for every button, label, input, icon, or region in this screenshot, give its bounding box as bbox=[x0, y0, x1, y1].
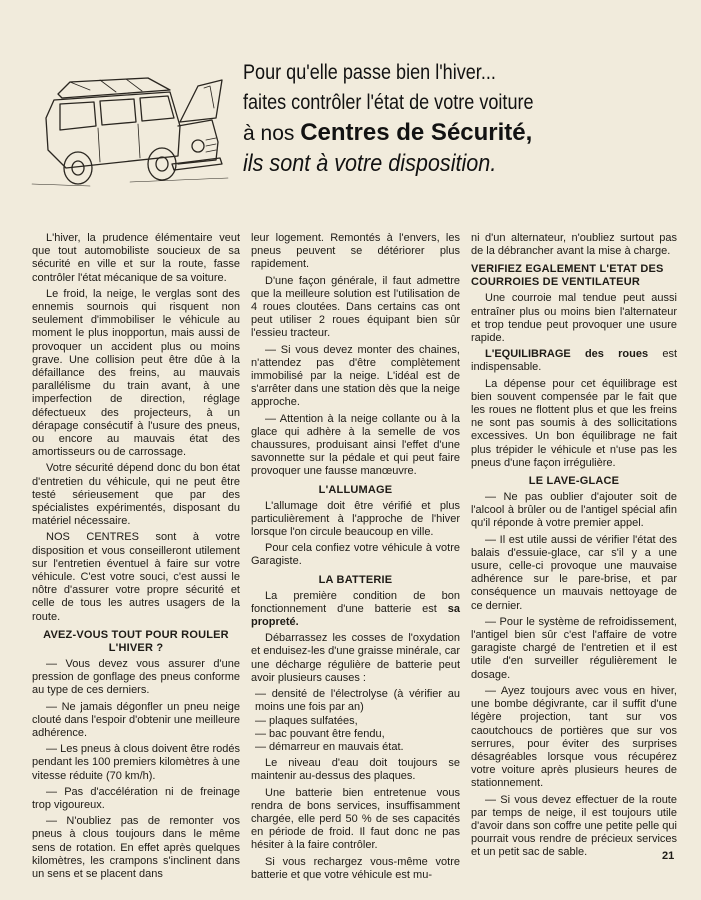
page-number: 21 bbox=[662, 850, 675, 862]
paragraph: D'une façon générale, il faut admettre que la meilleure solution est l'utilisation de 4 roues cloutées. Dans certains cas ont peut utiliser 2 roues équipant bien sûr l'essieu tracteur. bbox=[251, 274, 460, 340]
paragraph: — Ayez toujours avec vous en hiver, une bombe dégivrante, car il suffit d'une légère projection, tant sur vos caoutchoucs de portières que sur vos serrures, pour éviter des surprises désagréables lorsque vous récupérez votre voiture après plusieurs heures de stationnement. bbox=[471, 684, 677, 790]
paragraph: Une courroie mal tendue peut aussi entraîner plus ou moins bien l'alternateur et trop tendue peut provoquer une usure rapide. bbox=[471, 292, 677, 345]
paragraph bbox=[251, 590, 460, 630]
paragraph: — Il est utile aussi de vérifier l'état des balais d'essuie-glace, car s'il y a une usure, celle-ci provoque une mauvaise adhérence sur le pare-brise, et par conséquence un mauvais nettoyage de ce dernier. bbox=[471, 533, 677, 612]
paragraph: Le froid, la neige, le verglas sont des ennemis sournois qui risquent non seulement d'immobiliser le véhicule au moment le plus inopportun, mais aussi de provoquer un accident plus ou moins grave. Une collision peut être dûe à la défaillance des freins, au mauvais parallélisme du train avant, à une imperfection de direction, réglage défectueux des projecteurs, à un dérapage consécutif à l'usure des pneus, ou encore au mauvais état des amortisseurs ou de carrossage. bbox=[32, 287, 240, 459]
section-heading: LE LAVE-GLACE bbox=[528, 475, 620, 488]
paragraph: NOS CENTRES sont à votre disposition et vous conseilleront utilement sur l'entretien éventuel à faire sur votre véhicule. C'est votre souci, c'est aussi le nôtre d'assurer votre propre sécurité et celle de tous les autres usagers de la route. bbox=[32, 531, 240, 623]
list-item: — démarreur en mauvais état. bbox=[255, 740, 404, 753]
paragraph: — Pour le système de refroidissement, l'antigel bien sûr c'est l'affaire de votre garagiste chargé de l'entretien et il est utile d'en surveiller régulièrement le dosage. bbox=[471, 615, 677, 681]
paragraph: Pour cela confiez votre véhicule à votre Garagiste. bbox=[251, 542, 460, 568]
paragraph: Si vous rechargez vous-même votre batterie et que votre véhicule est mu- bbox=[251, 855, 460, 881]
headline-line-3 bbox=[243, 118, 683, 149]
paragraph: ni d'un alternateur, n'oubliez surtout pas de la débrancher avant la mise à charge. bbox=[471, 232, 677, 258]
paragraph: — Ne pas oublier d'ajouter soit de l'alcool à brûler ou de l'antigel spécial afin qu'il réponde à votre premier appel. bbox=[471, 491, 677, 530]
paragraph: Débarrassez les cosses de l'oxydation et enduisez-les d'une graisse minérale, car une décharge régulière de batterie peut avoir plusieurs causes : bbox=[251, 632, 460, 684]
paragraph: Votre sécurité dépend donc du bon état d'entretien du véhicule, qui ne peut être testé sérieusement que par des spécialistes expérimentés, disposant du matériel nécessaire. bbox=[32, 462, 240, 528]
paragraph-bold-text: sa propreté. bbox=[251, 602, 460, 629]
paragraph: Une batterie bien entretenue vous rendra de bons services, insuffisamment chargée, elle perd 50 % de ses capacités en période de froid. Il faut donc ne pas hésiter à la faire contrôler. bbox=[251, 786, 460, 852]
paragraph-bold-text: L'EQUILIBRAGE des roues bbox=[485, 348, 649, 361]
paragraph-text: La première condition de bon fonctionnement d'une batterie est bbox=[251, 589, 460, 615]
section-heading: L'ALLUMAGE bbox=[318, 483, 393, 496]
paragraph: L'allumage doit être vérifié et plus particulièrement à l'approche de l'hiver lorsque l'on circule beaucoup en ville. bbox=[251, 499, 460, 539]
article-column-1 bbox=[32, 232, 240, 884]
article-column-2 bbox=[251, 232, 460, 885]
paragraph: — Vous devez vous assurer d'une pression de gonflage des pneus conforme au type de ces derniers. bbox=[32, 657, 240, 697]
list-item: — densité de l'électrolyse (à vérifier au moins une fois par an) bbox=[255, 688, 460, 714]
section-heading: VERIFIEZ EGALEMENT L'ETAT DES COURROIES DE VENTILATEUR bbox=[471, 263, 664, 289]
paragraph: — N'oubliez pas de remonter vos pneus à clous toujours dans le même sens de rotation. En effet après quelques kilomètres, les crampons s'inclinent dans un sens et se placent dans bbox=[32, 815, 240, 880]
paragraph bbox=[471, 348, 677, 374]
page-headline bbox=[243, 58, 683, 179]
section-heading: AVEZ-VOUS TOUT POUR ROULER L'HIVER ? bbox=[43, 628, 229, 654]
list-item: — plaques sulfatées, bbox=[255, 714, 358, 727]
paragraph: La dépense pour cet équilibrage est bien souvent compensée par le fait que les roues ne flottent plus et que les freins ne sont pas soumis à des sollicitations excessives. Un bon équilibrage ne fait plus trépider le véhicule et n'use pas les pneus d'une façon irrégulière. bbox=[471, 377, 677, 469]
car-with-open-hood-icon bbox=[30, 64, 230, 196]
headline-line-2: faites contrôler l'état de votre voiture bbox=[243, 91, 534, 114]
headline-line-3-pre: à nos bbox=[243, 122, 301, 145]
paragraph: L'hiver, la prudence élémentaire veut que tout automobiliste soucieux de sa sécurité en ville et sur la route, fasse contrôler l'état mécanique de sa voiture. bbox=[32, 232, 240, 284]
paragraph: — Si vous devez monter des chaines, n'attendez pas d'être complètement immobilisé par la neige. L'idéal est de s'arrêter dans une station dès que la neige approche. bbox=[251, 343, 460, 409]
paragraph: leur logement. Remontés à l'envers, les pneus peuvent se détériorer plus rapidement. bbox=[251, 232, 460, 271]
paragraph: — Les pneus à clous doivent être rodés pendant les 100 premiers kilomètres à une vitesse réduite (70 km/h). bbox=[32, 743, 240, 782]
paragraph: — Pas d'accélération ni de freinage trop vigoureux. bbox=[32, 785, 240, 811]
headline-line-1: Pour qu'elle passe bien l'hiver... bbox=[243, 61, 496, 84]
article-column-3 bbox=[471, 232, 677, 863]
list-item: — bac pouvant être fendu, bbox=[255, 727, 385, 740]
paragraph: — Attention à la neige collante ou à la glace qui adhère à la semelle de vos chaussures, produisant ainsi l'effet d'une savonnette sur la pédale et qui peut faire provoquer une fausse manœuvre. bbox=[251, 412, 460, 478]
paragraph: Le niveau d'eau doit toujours se maintenir au-dessus des plaques. bbox=[251, 757, 460, 783]
headline-line-3-bold: Centres de Sécurité, bbox=[300, 119, 533, 146]
paragraph-text: est indispensable. bbox=[471, 348, 677, 374]
paragraph: — Si vous devez effectuer de la route par temps de neige, il est toujours utile d'avoir dans son coffre une petite pelle qui pourrait vous rendre de précieux services et un petit sac de sable. bbox=[471, 793, 677, 859]
headline-line-4: ils sont à votre disposition. bbox=[243, 150, 497, 177]
paragraph: — Ne jamais dégonfler un pneu neige clouté dans l'espoir d'obtenir une meilleure adhérence. bbox=[32, 700, 240, 739]
section-heading: LA BATTERIE bbox=[318, 573, 393, 586]
